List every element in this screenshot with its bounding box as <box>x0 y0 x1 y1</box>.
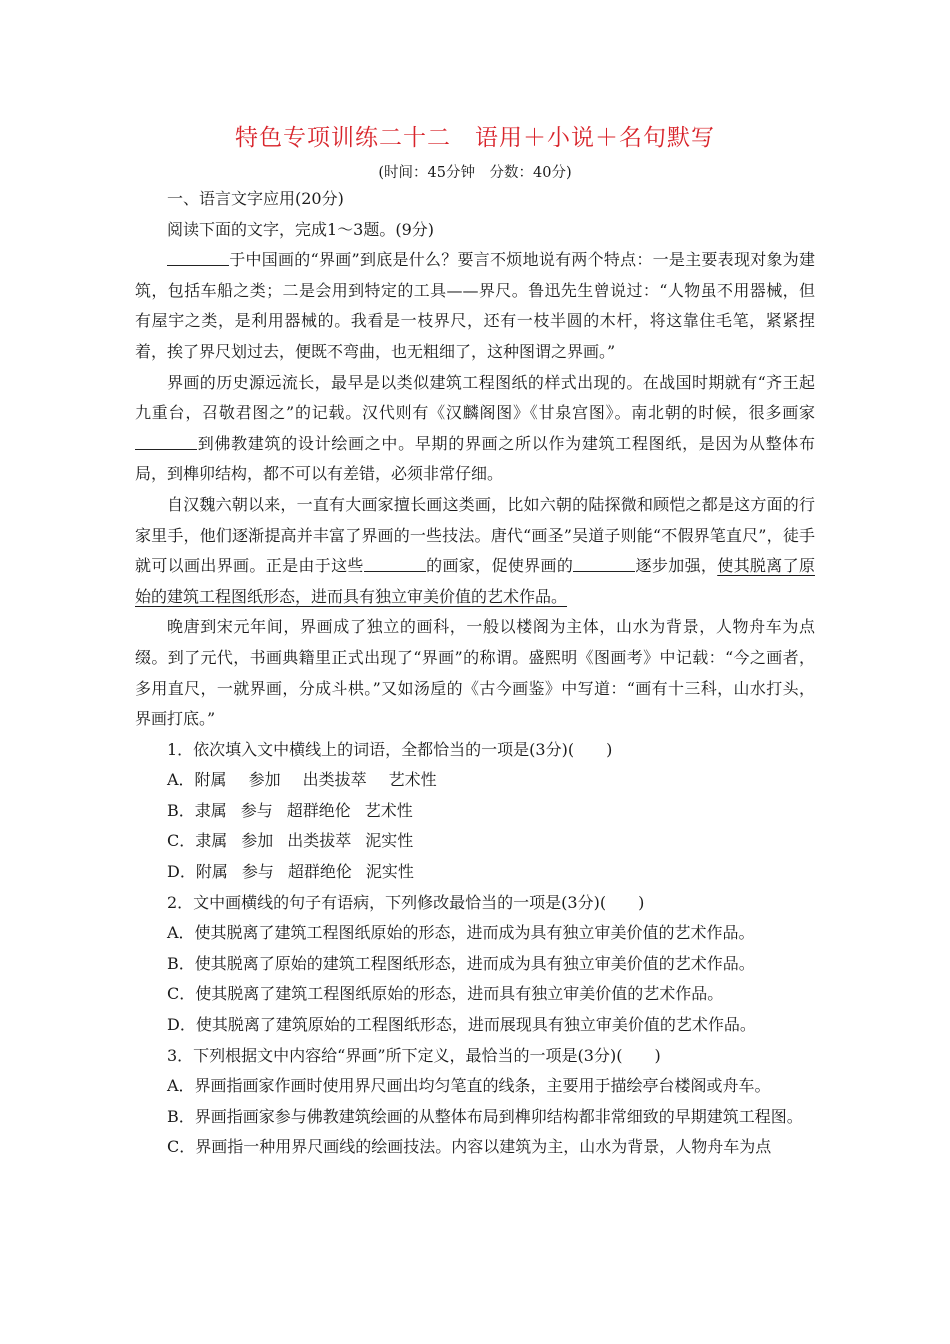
option-word: 参加 <box>241 831 274 851</box>
reading-instruction: 阅读下面的文字，完成1～3题。(9分) <box>167 219 435 239</box>
option-word: A．附属 <box>167 770 227 790</box>
paragraph-text: 的画家，促使界画的 <box>425 556 574 576</box>
option-word: C．隶属 <box>167 831 228 851</box>
option-word: 超群绝伦 <box>286 800 351 820</box>
question-3-option-a: A．界画指画家作画时使用界尺画出均匀笔直的线条，主要用于描绘亭台楼阁或舟车。 <box>167 1076 771 1096</box>
option-word: 参加 <box>248 770 281 790</box>
question-2-option-d: D．使其脱离了建筑原始的工程图纸形态，进而展现具有独立审美价值的艺术作品。 <box>167 1015 756 1035</box>
section-heading: 一、语言文字应用(20分) <box>167 189 344 208</box>
paragraph-text: 界画的历史源远流长，最早是以类似建筑工程图纸的样式出现的。在战国时期就有“齐王起九重台，召敬君图之”的记载。汉代则有《汉麟阁图》《甘泉宫图》。南北朝的时候，很多画家 <box>135 372 815 423</box>
paragraph-text: 逐步加强， <box>635 556 718 576</box>
question-2-option-b: B．使其脱离了原始的建筑工程图纸形态，进而成为具有独立审美价值的艺术作品。 <box>167 953 755 973</box>
paragraph-text: 到佛教建筑的设计绘画之中。早期的界画之所以作为建筑工程图纸，是因为从整体布局，到榫卯结构，都不可以有差错，必须非常仔细。 <box>135 433 815 484</box>
option-word: 艺术性 <box>364 800 413 820</box>
option-word: 泥实性 <box>365 831 414 851</box>
question-1-option-d <box>135 857 815 888</box>
question-1-stem: 1．依次填入文中横线上的词语，全都恰当的一项是(3分)( ) <box>167 739 613 759</box>
passage-paragraph-1 <box>135 245 815 367</box>
question-1-option-b <box>135 796 815 827</box>
question-2-stem: 2．文中画横线的句子有语病，下列修改最恰当的一项是(3分)( ) <box>167 892 645 912</box>
question-3-option-c: C．界画指一种用界尺画线的绘画技法。内容以建筑为主，山水为背景，人物舟车为点 <box>167 1137 772 1157</box>
question-2-option-a: A．使其脱离了建筑工程图纸原始的形态，进而成为具有独立审美价值的艺术作品。 <box>167 923 755 943</box>
option-word: 泥实性 <box>365 862 414 882</box>
passage-paragraph-4: 晚唐到宋元年间，界画成了独立的画科，一般以楼阁为主体，山水为背景，人物舟车为点缀。到了元代，书画典籍里正式出现了“界画”的称谓。盛熙明《图画考》中记载：“今之画者，多用直尺，一就界画，分成斗栱。”又如汤垕的《古今画鉴》中写道：“画有十三科，山水打头，界画打底。” <box>135 617 815 729</box>
fill-blank-3 <box>364 554 426 572</box>
option-word: 参与 <box>241 862 274 882</box>
page-subtitle: (时间：45分钟 分数：40分) <box>378 165 572 181</box>
fill-blank-1 <box>167 248 229 266</box>
document-body <box>135 184 815 1163</box>
option-word: 艺术性 <box>388 770 437 790</box>
paragraph-text: 于中国画的“界画”到底是什么？要言不烦地说有两个特点：一是主要表现对象为建筑，包括车船之类；二是会用到特定的工具——界尺。鲁迅先生曾说过：“人物虽不用器械，但有屋宇之类，是利用器械的。我看是一枝界尺，还有一枝半圆的木杆，将这靠住毛笔，紧紧捏着，挨了界尺划过去，便既不弯曲，也无粗细了，这种图谓之界画。” <box>135 250 815 361</box>
option-word: D．附属 <box>167 862 228 882</box>
underlined-sentence: 使其脱离了原始的建筑工程图纸形态，进而具有独立审美价值的艺术作品。 <box>135 556 815 606</box>
option-word: 超群绝伦 <box>287 862 352 882</box>
option-word: 出类拔萃 <box>287 831 352 851</box>
fill-blank-2 <box>135 432 197 450</box>
passage-paragraph-2 <box>135 368 815 490</box>
option-word: 参与 <box>240 800 273 820</box>
question-3-option-b: B．界画指画家参与佛教建筑绘画的从整体布局到榫卯结构都非常细致的早期建筑工程图。 <box>167 1106 803 1126</box>
question-3-stem: 3．下列根据文中内容给“界画”所下定义，最恰当的一项是(3分)( ) <box>167 1045 661 1065</box>
fill-blank-4 <box>573 554 635 572</box>
option-word: B．隶属 <box>167 800 227 820</box>
option-word: 出类拔萃 <box>302 770 367 790</box>
question-1-option-a <box>135 765 815 796</box>
question-2-option-c: C．使其脱离了建筑工程图纸原始的形态，进而具有独立审美价值的艺术作品。 <box>167 984 724 1004</box>
question-1-option-c <box>135 826 815 857</box>
paragraph-text: 自汉魏六朝以来，一直有大画家擅长画这类画，比如六朝的陆探微和顾恺之都是这方面的行家里手，他们逐渐提高并丰富了界画的一些技法。唐代“画圣”吴道子则能“不假界笔直尺”，徒手就可以画出界画。正是由于这些 <box>135 494 815 576</box>
passage-paragraph-3 <box>135 490 815 612</box>
page-title: 特色专项训练二十二 语用＋小说＋名句默写 <box>235 125 715 151</box>
